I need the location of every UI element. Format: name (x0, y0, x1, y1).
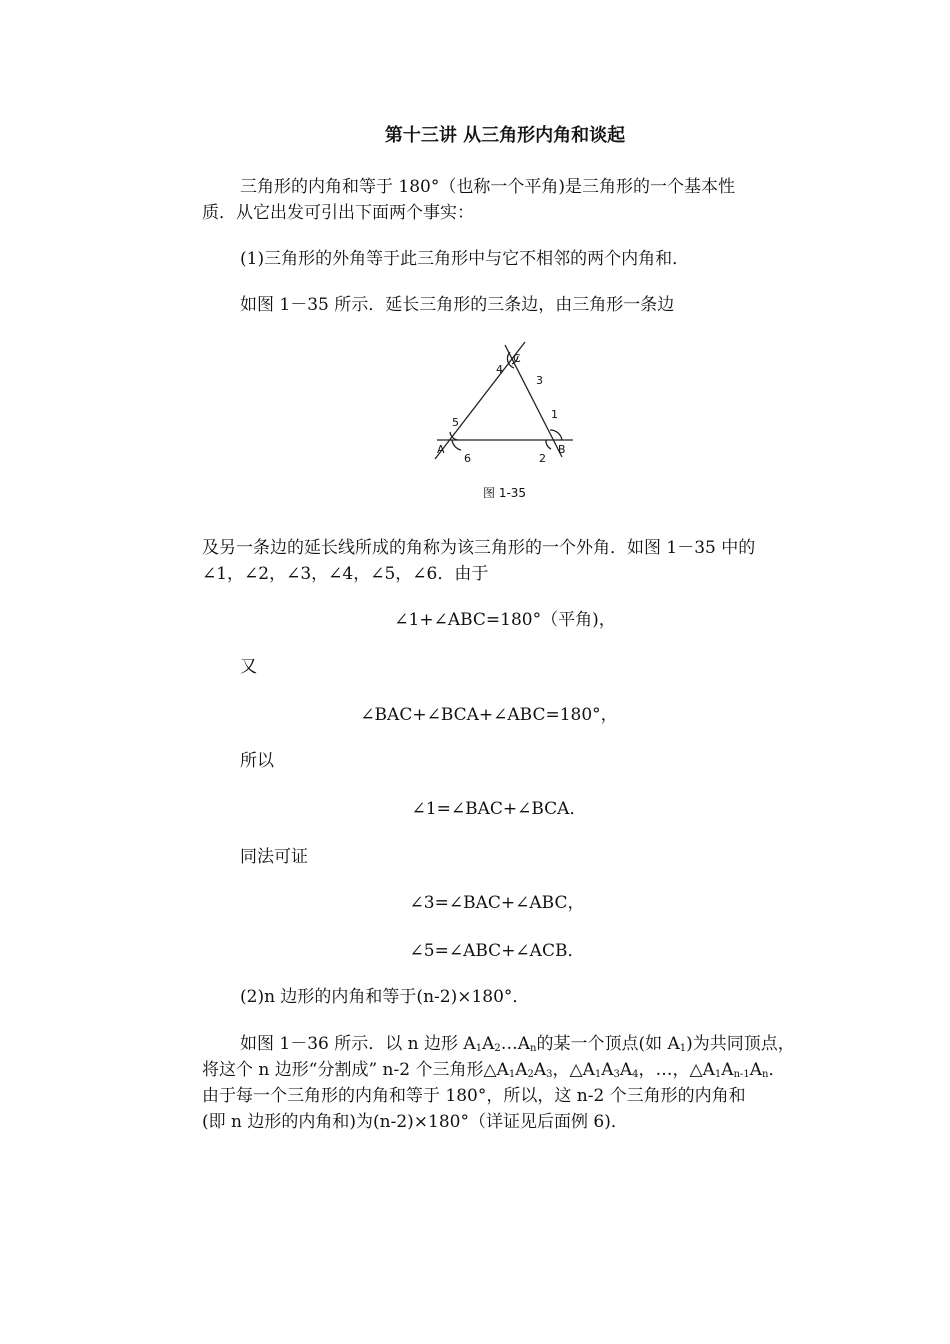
label-3: 3 (536, 374, 543, 387)
last-paragraph-line-4: (即 n 边形的内角和)为(n-2)×180°（详证见后面例 6)． (202, 1112, 628, 1132)
label-6: 6 (464, 452, 471, 465)
figure-caption: 图 1-35 (483, 486, 527, 500)
equation-4: ∠3=∠BAC+∠ABC， (409, 893, 585, 913)
equation-1: ∠1+∠ABC=180°（平角)， (394, 610, 616, 630)
triangle-figure (430, 340, 590, 510)
page-title: 第十三讲 从三角形内角和谈起 (384, 125, 626, 146)
word-suoyi: 所以 (240, 751, 274, 771)
after-figure-line-1: 及另一条边的延长线所成的角称为该三角形的一个外角．如图 1－35 中的 (202, 538, 756, 558)
label-C: C (513, 352, 521, 365)
label-1: 1 (551, 408, 558, 421)
equation-3: ∠1=∠BAC+∠BCA． (411, 799, 587, 819)
last-paragraph-line-2: 将这个 n 边形“分割成” n-2 个三角形$\triangle A_1A_2A_3$，$\triangle A_1A_3A_4$，…，$\triangle A_1A_{n-1}A_n$． (202, 1060, 786, 1080)
label-A: A (437, 443, 445, 456)
label-B: B (558, 443, 566, 456)
last-paragraph-line-1: 如图 1－36 所示．以 n 边形 $A_1A_2\dots A_n$的某一个顶点(如 $A_1$)为共同顶点， (240, 1034, 795, 1054)
figure-intro: 如图 1－35 所示．延长三角形的三条边，由三角形一条边 (240, 295, 675, 315)
label-2: 2 (539, 452, 546, 465)
fact-2: (2)n 边形的内角和等于(n-2)×180°． (240, 987, 530, 1007)
arc-2 (546, 440, 551, 449)
after-figure-line-2: ∠1，∠2，∠3，∠4，∠5，∠6．由于 (202, 564, 489, 584)
line-ac (435, 342, 525, 459)
equation-5: ∠5=∠ABC+∠ACB． (409, 941, 585, 961)
label-5: 5 (452, 416, 459, 429)
arc-6 (452, 440, 461, 450)
intro-line-1: 三角形的内角和等于 180°（也称一个平角)是三角形的一个基本性 (240, 177, 735, 197)
label-4: 4 (496, 363, 503, 376)
fact-1: (1)三角形的外角等于此三角形中与它不相邻的两个内角和． (240, 249, 690, 269)
intro-line-2: 质．从它出发可引出下面两个事实： (202, 203, 474, 223)
equation-2: ∠BAC+∠BCA+∠ABC=180°， (360, 705, 618, 725)
arc-1 (550, 430, 562, 440)
word-you: 又 (240, 657, 257, 677)
word-tongfa: 同法可证 (240, 847, 308, 867)
last-paragraph-line-3: 由于每一个三角形的内角和等于 180°，所以，这 n-2 个三角形的内角和 (202, 1086, 746, 1106)
